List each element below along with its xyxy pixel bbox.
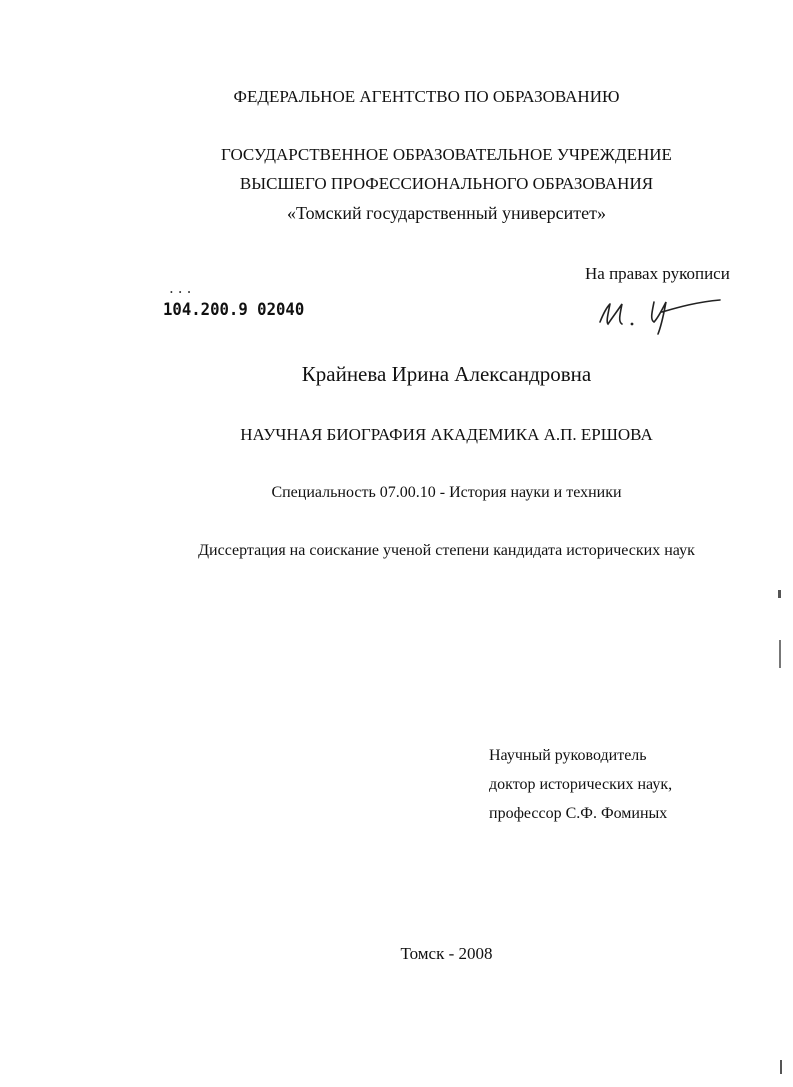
institution-type-line: ГОСУДАРСТВЕННОЕ ОБРАЗОВАТЕЛЬНОЕ УЧРЕЖДЕНИЕ [221,145,672,164]
supervisor-block [489,741,672,828]
institution-level-line: ВЫСШЕГО ПРОФЕССИОНАЛЬНОГО ОБРАЗОВАНИЯ [239,174,654,193]
catalog-dots: • • • [170,288,193,297]
scan-mark [780,1060,782,1074]
signature-handwritten [596,292,726,336]
scan-mark [779,640,781,668]
dissertation-title: НАУЧНАЯ БИОГРАФИЯ АКАДЕМИКА А.П. ЕРШОВА [240,425,653,444]
university-name: «Томский государственный университет» [286,203,607,223]
supervisor-role: Научный руководитель [489,747,647,764]
author-name: Крайнева Ирина Александровна [301,362,592,386]
supervisor-name: профессор С.Ф. Фоминых [489,805,668,822]
agency-name: ФЕДЕРАЛЬНОЕ АГЕНТСТВО ПО ОБРАЗОВАНИЮ [233,87,620,106]
rights-note: На правах рукописи [585,264,730,283]
supervisor-degree: доктор исторических наук, [489,776,673,793]
scan-mark [778,590,781,598]
catalog-number: 104.200.9 02040 [163,300,305,320]
dissertation-type: Диссертация на соискание ученой степени кандидата исторических наук [198,542,695,559]
place-and-year: Томск - 2008 [400,944,493,963]
specialty: Специальность 07.00.10 - История науки и техники [271,484,622,501]
